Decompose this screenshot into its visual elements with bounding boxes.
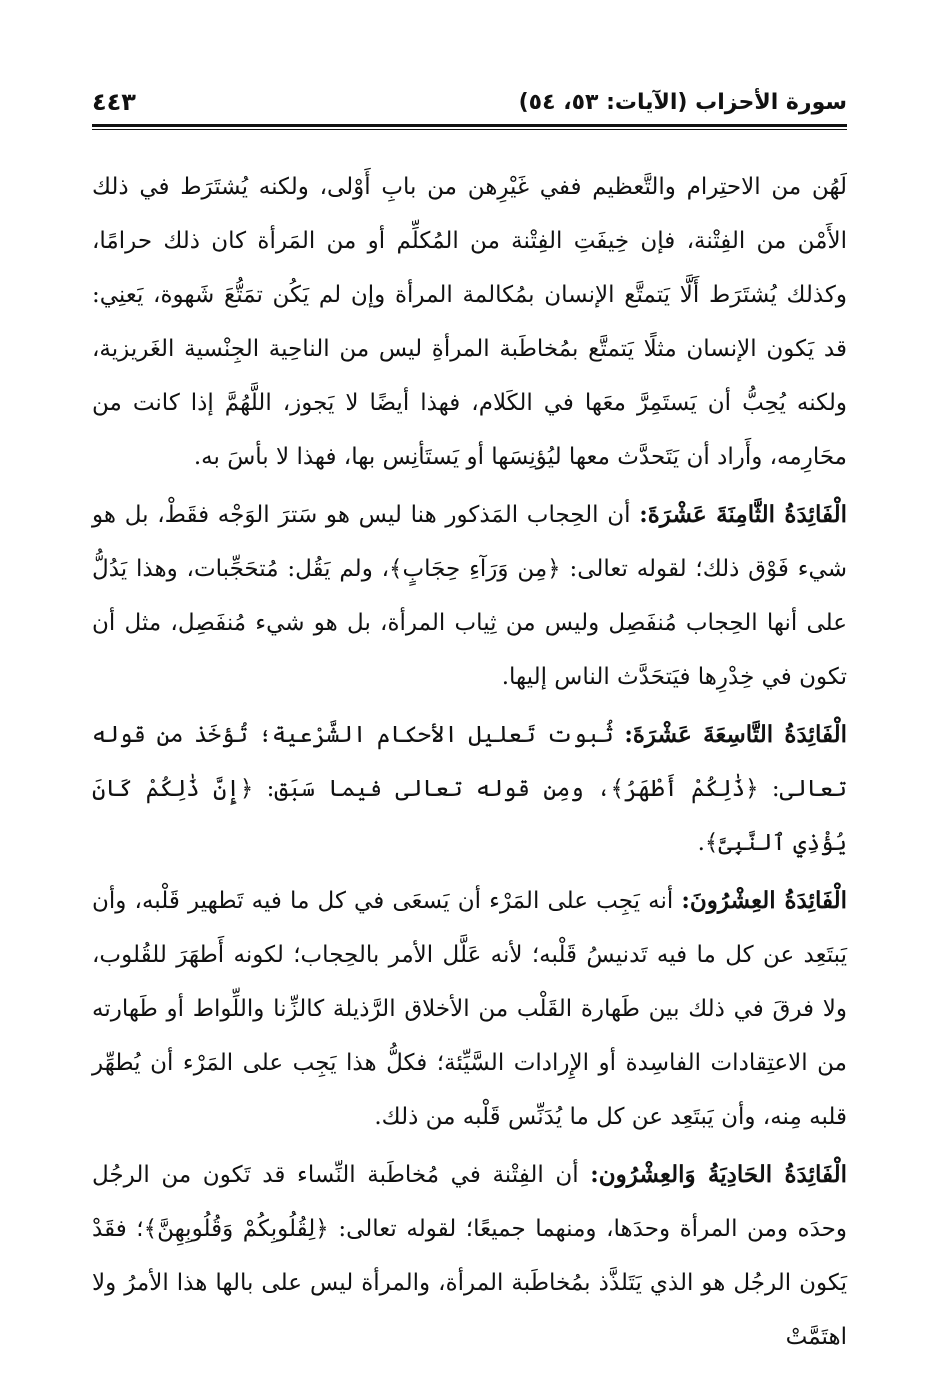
paragraph-text: أنه يَجِب على المَرْء أن يَسعَى في كل ما فيه تَطهير قَلْبه، وأن يَبتَعِد عن كل ما فيه تَدنيسُ قَلْبه؛ لأنه عَلَّل الأمر بالحِجاب؛ لكونه أَطهَرَ للقُلوب، ولا فرقَ في ذلك بين طَهارة القَلْب من الأخلاق الرَّذيلة كالزِّنا واللِّواط أو طَهارته من الاعتِقادات الفاسِدة أو الإِرادات السَّيِّئة؛ فكلُّ هذا يَجِب على المَرْء أن يُطهِّر قلبه مِنه، وأن يَبتَعِد عن كل ما يُدَنِّس قَلْبه من ذلك. xyxy=(92,888,847,1130)
paragraph-text: ثُبوت تَعليل الأحكام الشَّرْعية؛ تُؤخَذ من قوله تعالى: ﴿ذَٰلِكُمْ أَطْهَرُ﴾، ومِن قوله تعالى فيما سَبَق: ﴿إِنَّ ذَٰلِكُمْ كَانَ يُؤْذِي ٱلنَّبِىَّ﴾. xyxy=(92,722,847,856)
paragraph-2 xyxy=(92,488,847,704)
paragraph-text: لَهُن من الاحتِرام والتَّعظيم ففي غَيْرِهن من بابِ أَوْلى، ولكنه يُشتَرَط في ذلك الأَمْن من الفِتْنة، فإن خِيفَتِ الفِتْنة من المُكلِّم أو من المَرأة كان ذلك حرامًا، وكذلك يُشتَرَط أَلَّا يَتمتَّع الإنسان بمُكالمة المرأة وإن لم يَكُن تمَتُّعَ شَهوة، يَعنِي: قد يَكون الإنسان مثلًا يَتمتَّع بمُخاطَبة المرأةِ ليس من الناحِية الجِنْسية الغَريزية، ولكنه يُحِبُّ أن يَستَمِرَّ معَها في الكَلام، فهذا أيضًا لا يَجوز، اللَّهُمَّ إذا كانت من محَارِمه، وأَراد أن يَتَحدَّث معها ليُؤنِسَها أو يَستَأنِس بها، فهذا لا بأسَ به. xyxy=(92,174,847,470)
header-rule-thick xyxy=(92,124,847,127)
paragraph-5 xyxy=(92,1148,847,1364)
benefit-heading-21: الْفَائِدَةُ الحَادِيَةُ وَالعِشْرُون: xyxy=(590,1161,848,1188)
running-title: سورة الأحزاب (الآيات: ٥٣، ٥٤) xyxy=(518,89,847,115)
page-number: ٤٤٣ xyxy=(92,88,136,116)
header-rule-thin xyxy=(92,129,847,130)
benefit-heading-20: الْفَائِدَةُ العِشْرُونَ: xyxy=(681,887,848,914)
page-header xyxy=(92,82,847,122)
benefit-heading-18: الْفَائِدَةُ الثَّامِنَةَ عَشْرَةَ: xyxy=(639,501,847,528)
paragraph-text: أن الحِجاب المَذكور هنا ليس هو سَترَ الوَجْه فقَطْ، بل هو شيء فَوْق ذلك؛ لقوله تعالى: ﴿مِن وَرَآءِ حِجَابٍ﴾، ولم يَقُل: مُتحَجِّبات، وهذا يَدُلُّ على أنها الحِجاب مُنفَصِل وليس من ثِياب المرأة، بل هو شيء مُنفَصِل، مثل أن تكون في خِدْرِها فيَتحَدَّث الناس إليها. xyxy=(92,502,847,690)
paragraph-4 xyxy=(92,874,847,1144)
page-body xyxy=(92,160,847,1368)
paragraph-3 xyxy=(92,708,847,870)
paragraph-text: أن الفِتْنة في مُخاطَبة النِّساء قد تَكون من الرجُل وحدَه ومن المرأة وحدَها، ومنهما جميعًا؛ لقوله تعالى: ﴿لِقُلُوبِكُمْ وَقُلُوبِهِنَّ﴾؛ فقَدْ يَكون الرجُل هو الذي يَتَلذَّذ بمُخاطَبة المرأة، والمرأة ليس على بالها هذا الأمرُ ولا اهتَمَّتْ xyxy=(92,1162,847,1350)
paragraph-1 xyxy=(92,160,847,484)
benefit-heading-19: الْفَائِدَةُ التَّاسِعَةَ عَشْرَةَ: xyxy=(624,721,847,748)
